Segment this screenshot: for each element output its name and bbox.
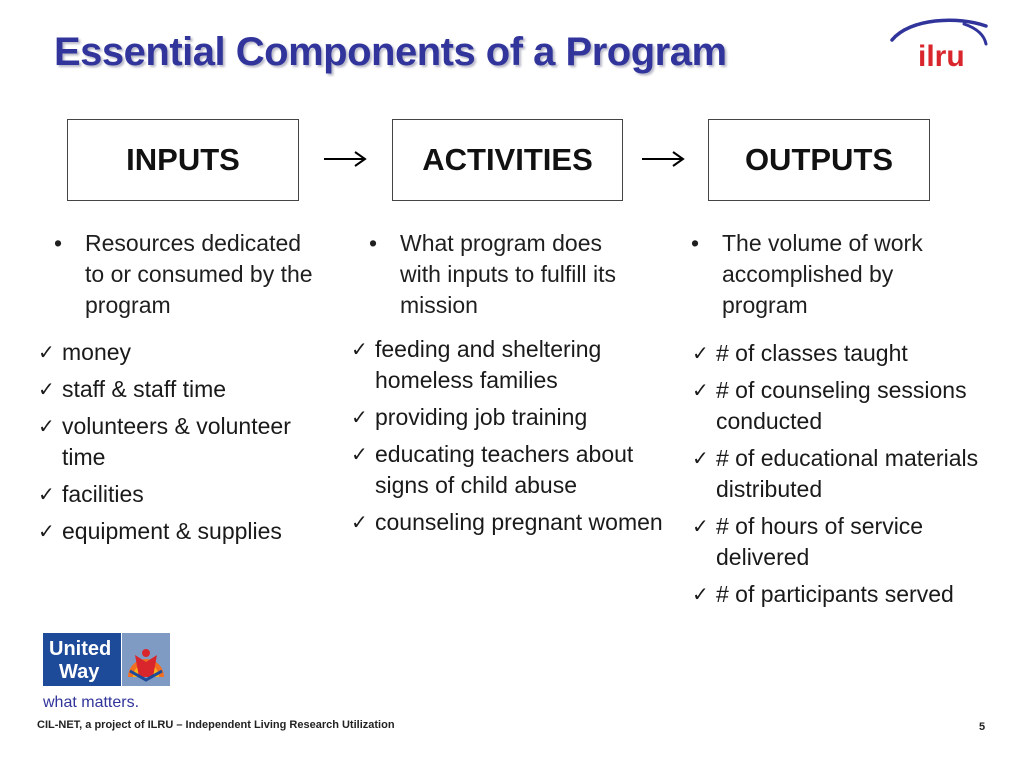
united-way-tagline: what matters. [43, 694, 140, 711]
list-item: ✓ # of counseling sessions conducted [692, 377, 967, 434]
page-number: 5 [979, 721, 986, 733]
united-way-logo [43, 633, 170, 686]
list-item: ✓ volunteers & volunteer time [38, 413, 291, 470]
list-item: ✓ # of hours of service delivered [692, 513, 924, 570]
check-icon: ✓ [692, 516, 709, 538]
outputs-description-text: The volume of work accomplished by program [722, 230, 923, 318]
bullet-icon: • [54, 230, 63, 256]
united-way-logo-line1: United [49, 638, 112, 660]
arrow-right-icon [322, 148, 368, 170]
check-icon: ✓ [692, 343, 709, 365]
arrow-right-icon [640, 148, 686, 170]
check-icon: ✓ [38, 379, 55, 401]
inputs-box: INPUTS [67, 119, 299, 201]
check-icon: ✓ [38, 416, 55, 438]
list-item: ✓ # of classes taught [692, 338, 1012, 369]
activities-description-text: What program does with inputs to fulfill its mission [400, 230, 617, 318]
check-icon: ✓ [38, 521, 55, 543]
list-item: ✓ money [38, 337, 328, 368]
check-icon: ✓ [351, 407, 368, 429]
ilru-logo [886, 14, 992, 74]
inputs-description [54, 228, 324, 321]
check-icon: ✓ [38, 484, 55, 506]
check-icon: ✓ [351, 444, 368, 466]
inputs-description-text: Resources dedicated to or consumed by the program [85, 230, 313, 318]
activities-description [369, 228, 639, 321]
list-item: ✓ providing job training [351, 402, 671, 433]
outputs-checklist [692, 338, 1012, 616]
check-icon: ✓ [692, 380, 709, 402]
list-item: ✓ counseling pregnant women [351, 507, 671, 538]
united-way-logo-line2: Way [59, 661, 100, 683]
ilru-logo-text: ilru [918, 40, 965, 73]
check-icon: ✓ [351, 512, 368, 534]
slide-footer: CIL-NET, a project of ILRU – Independent Living Research Utilization [37, 719, 395, 731]
bullet-icon: • [691, 230, 700, 256]
list-item: ✓ feeding and sheltering homeless families [351, 336, 602, 393]
list-item: ✓ facilities [38, 479, 328, 510]
list-item: ✓ staff & staff time [38, 374, 328, 405]
activities-checklist [351, 334, 671, 544]
list-item: ✓ # of participants served [692, 579, 1012, 610]
check-icon: ✓ [692, 448, 709, 470]
check-icon: ✓ [38, 342, 55, 364]
slide-title: Essential Components of a Program [54, 30, 727, 74]
list-item: ✓ equipment & supplies [38, 516, 328, 547]
list-item: ✓ educating teachers about signs of child abuse [351, 441, 634, 498]
inputs-checklist [38, 337, 328, 553]
outputs-description [691, 228, 961, 321]
outputs-box: OUTPUTS [708, 119, 930, 201]
check-icon: ✓ [692, 584, 709, 606]
list-item: ✓ # of educational materials distributed [692, 445, 979, 502]
activities-box: ACTIVITIES [392, 119, 623, 201]
check-icon: ✓ [351, 339, 368, 361]
bullet-icon: • [369, 230, 378, 256]
